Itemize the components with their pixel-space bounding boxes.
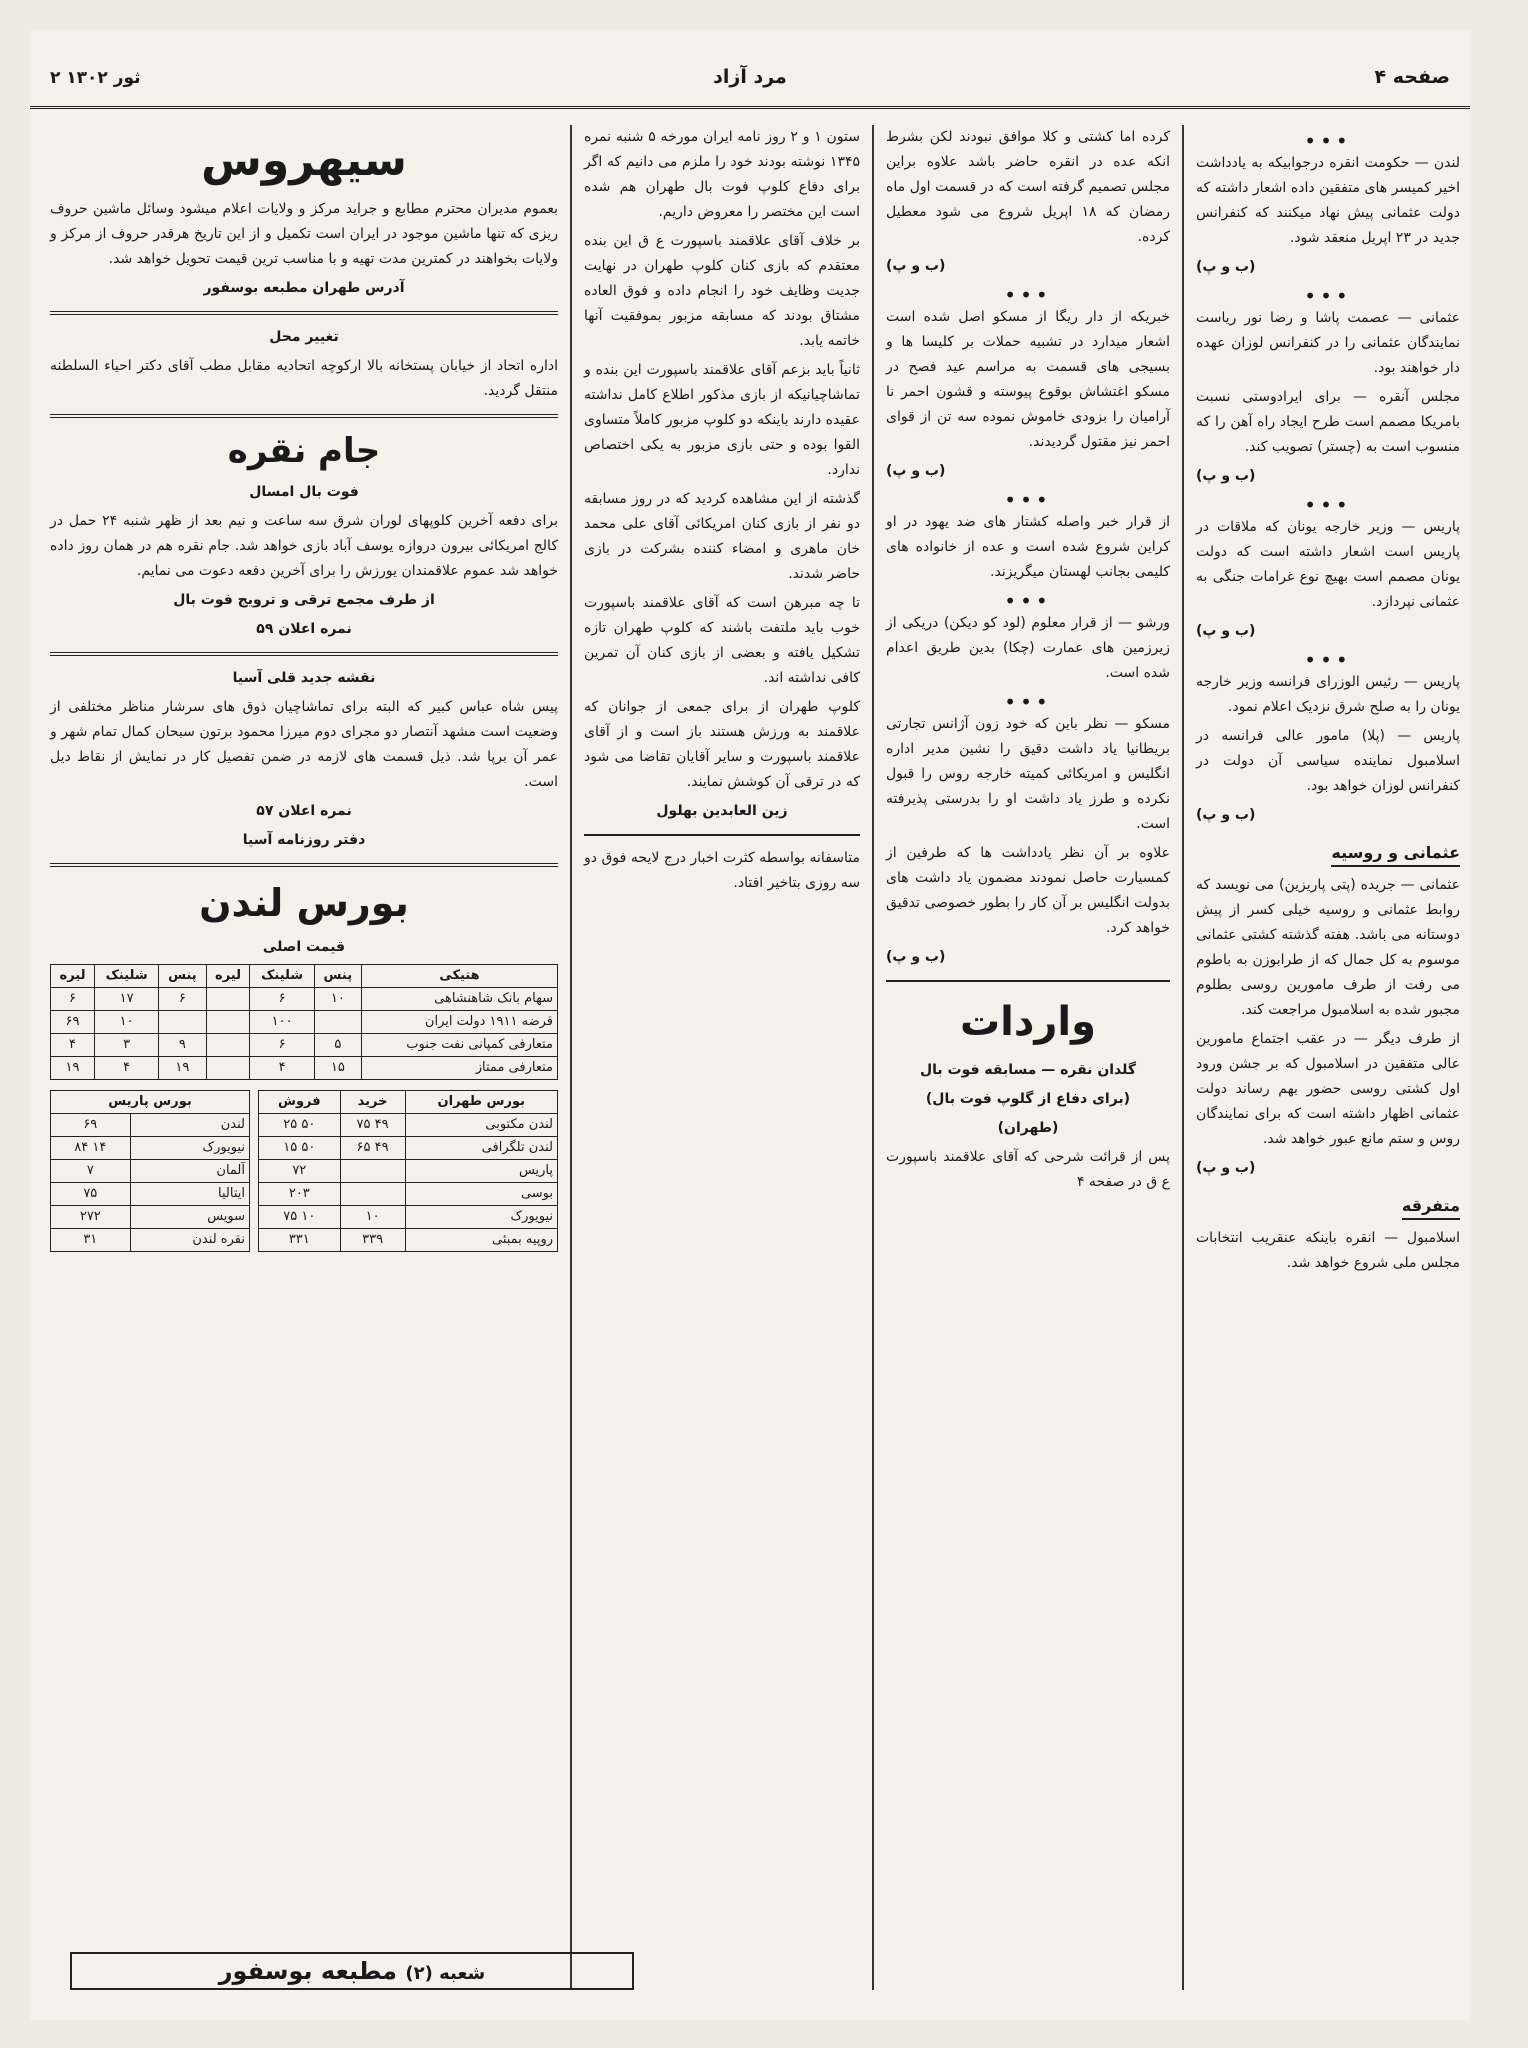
news-item: از طرف دیگر — در عقب اجتماع مامورین عالی متفقین در اسلامبول که بر جشن ورود اول کشتی روسی حضور بهم رساند دولت عثمانی اظهار داشته است که برای نمایندگان روس و ستم مانع عبور خواهد شد.	[1196, 1031, 1460, 1147]
ad-address: آدرس طهران مطبعه بوسفور	[203, 280, 405, 296]
masthead	[30, 50, 1470, 109]
bourse-london-table	[50, 964, 558, 1080]
ad-office: دفتر روزنامه آسیا	[242, 832, 366, 848]
table-row: ایتالیا ۷۵	[51, 1183, 250, 1206]
news-signature: (ب و پ)	[1196, 623, 1256, 639]
table-row: لندن تلگرافی ۴۹ ۶۵ ۵۰ ۱۵	[259, 1137, 558, 1160]
table-row: قرضه ۱۹۱۱ دولت ایران ۱۰۰ ۱۰ ۶۹	[51, 1011, 558, 1034]
issue-date: ۲ ثور ۱۳۰۲	[50, 68, 141, 88]
page-number: صفحه ۴	[1374, 66, 1450, 88]
bourse-tehran-table: بورس طهران خرید فروش لندن مکتوبی ۴۹ ۷۵ ۵۰ ۲۵ لندن تلگرافی ۴۹ ۶۵ ۵۰ ۱۵ پاریس ۷۲ بوسی ۲۰۳ نیویورک ۱۰ ۱۰ ۷۵ روپیه بمبئی ۳۳۹ ۳۳۱	[258, 1090, 558, 1252]
news-item: پاریس — رئیس الوزرای فرانسه وزیر خارجه یونان را به صلح شرق نزدیک اعلام نمود.	[1196, 674, 1460, 715]
news-item: ورشو — از قرار معلوم (لود کو دیکن) دریکی از زیرزمین های عمارت (چکا) بدین طریق اعدام شده است.	[886, 615, 1170, 681]
news-item: علاوه بر آن نظر یادداشت ها که طرفین از کمسیارت حاصل نمودند مضمون یاد داشت های بدولت انگلیس بر آن کار را بطور خصوصی تدقیق خواهد کرد.	[886, 845, 1170, 936]
footer-ad-title: مطبعه بوسفور	[218, 1957, 398, 1985]
news-item: عثمانی — عصمت پاشا و رضا نور ریاست نمایندگان عثمانی را در کنفرانس لوزان عهده دار خواهند بود.	[1196, 310, 1460, 376]
wardat-line: (برای دفاع از گلوپ فوت بال)	[925, 1091, 1131, 1107]
article-note: متاسفانه بواسطه کثرت اخبار درج لایحه فوق دو سه روزی بتاخیر افتاد.	[584, 850, 860, 891]
article-author: زین العابدین بهلول	[656, 803, 788, 819]
news-item: مجلس آنقره — برای ایرادوستی نسبت بامریکا مصمم است طرح ایجاد راه آهن را که منسوب است به (چستر) تصویب کند.	[1196, 389, 1460, 455]
table-row: سهام بانک شاهنشاهی ۱۰ ۶ ۶ ۱۷ ۶	[51, 988, 558, 1011]
table-row: سویس ۲۷۲	[51, 1206, 250, 1229]
news-signature: (ب و پ)	[1196, 1160, 1256, 1176]
table-row: بوسی ۲۰۳	[259, 1183, 558, 1206]
table-header-row: هتیکی پنس شلینک لیره پنس شلینک لیره	[51, 965, 558, 988]
news-item: اسلامبول — انقره باینکه عنقریب انتخابات مجلس ملی شروع خواهد شد.	[1196, 1230, 1460, 1271]
article-paragraph: تا چه مبرهن است که آقای علاقمند باسپورت خوب باید ملتفت باشند که کلوپ طهران تازه تشکیل یافته و بعضی از بازی کنان آن تمرین کافی نداشته اند.	[584, 595, 860, 686]
table-row: نقره لندن ۳۱	[51, 1229, 250, 1252]
table-row: لندن مکتوبی ۴۹ ۷۵ ۵۰ ۲۵	[259, 1114, 558, 1137]
news-signature: (ب و پ)	[1196, 468, 1256, 484]
article-paragraph: گذشته از این مشاهده کردید که در روز مسابقه دو نفر از بازی کنان امریکائی آقای علی محمد خان ماهری و امضاء کننده بشرکت در بازی حاضر شدند.	[584, 491, 860, 582]
table-row: پاریس ۷۲	[259, 1160, 558, 1183]
ad-title-small: تغییر محل	[269, 329, 339, 345]
column-sport-letter	[574, 125, 870, 2000]
news-signature: (ب و پ)	[1196, 259, 1256, 275]
bourse-paris-table: بورس پاریس لندن ۶۹ نیویورک ۱۴ ۸۴ آلمان ۷ ایتالیا ۷۵ سویس ۲۷۲ نقره لندن ۳۱	[50, 1090, 250, 1252]
wardat-line: گلدان نقره — مسابقه فوت بال	[919, 1062, 1137, 1078]
news-item: پاریس — (پلا) مامور عالی فرانسه در اسلامبول نماینده سیاسی آن دولت در کنفرانس لوزان خواهد بود.	[1196, 728, 1460, 794]
table-row: روپیه بمبئی ۳۳۹ ۳۳۱	[259, 1229, 558, 1252]
section-heading: متفرقه	[1402, 1193, 1460, 1220]
table-row: آلمان ۷	[51, 1160, 250, 1183]
news-item: پاریس — وزیر خارجه یونان که ملاقات در پاریس است اشعار داشته است که دولت یونان مصمم است بهیچ نوع غرامات جنگی به عثمانی نپردازد.	[1196, 519, 1460, 610]
section-heading: عثمانی و روسیه	[1331, 840, 1460, 867]
news-item: از قرار خبر واصله کشتار های ضد یهود در او کراین شروع شده است و عده از خانواده های کلیمی بجانب لهستان میگریزند.	[886, 514, 1170, 580]
table-row: نیویورک ۱۰ ۱۰ ۷۵	[259, 1206, 558, 1229]
column-news: ••• لندن — حکومت انقره درجوابیکه به یادداشت اخیر کمیسر های متفقین داده اشعار داشته که دولت عثمانی پیش نهاد میکنند که کنفرانس جدید در ۲۳ اپریل منعقد شود. (ب و پ) ••• عثمانی — عصمت پاشا و رضا نور ریاست نمایندگان عثمانی را در کنفرانس لوزان عهده دار خواهند بود. مجلس آنقره — برای ایرادوستی نسبت بامریکا مصمم است طرح ایجاد راه آهن را که منسوب است به (چستر) تصویب کند. (ب و پ) ••• پاریس — وزیر خارجه یونان که ملاقات در پاریس است اشعار داشته است که دولت یونان مصمم است بهیچ نوع غرامات جنگی به عثمانی نپردازد. (ب و پ) ••• پاریس — رئیس الوزرای فرانسه وزیر خارجه یونان را به صلح شرق نزدیک اعلام نمود. پاریس — (پلا) مامور عالی فرانسه در اسلامبول نماینده سیاسی آن دولت در کنفرانس لوزان خواهد بود. (ب و پ) عثمانی و روسیه عثمانی — جریده (پتی پاریزین) می نویسد که روابط عثمانی و روسیه خیلی کسر از پیش دوستانه می باشد. هفته گذشته کشتی عثمانی موسوم به کل جمال که از طرابوزن به باطوم می رفت از طرف مامورین روسی بطلوم مجبور شده به اسلامبول مراجعت کند. از طرف دیگر — در عقب اجتماع مامورین عالی متفقین در اسلامبول که بر جشن ورود اول کشتی روسی حضور بهم رساند دولت عثمانی اظهار داشته است که برای نمایندگان روس و ستم مانع عبور خواهد شد. (ب و پ) متفرقه اسلامبول — انقره باینکه عنقریب انتخابات مجلس ملی شروع خواهد شد.	[1186, 125, 1470, 2000]
news-signature: (ب و پ)	[1196, 807, 1256, 823]
wardat-title: واردات	[959, 999, 1097, 1045]
footer-advertisement	[70, 1952, 634, 1990]
news-signature: (ب و پ)	[886, 949, 946, 965]
ad-text: بعموم مدیران محترم مطابع و جراید مرکز و ولایات اعلام میشود وسائل ماشین حروف ریزی که تنها ماشین موجود در ایران است تکمیل و از این تاریخ هرقدر حروف از مرکز و ولایات بخواهند در کمترین مدت تهیه و با مناسب ترین قیمت تحویل خواهد شد.	[50, 201, 558, 267]
column-ads	[40, 125, 568, 1940]
ad-number: نمره اعلان ۵۹	[256, 621, 352, 637]
table-row: لندن ۶۹	[51, 1114, 250, 1137]
newspaper-title: مرد آزاد	[713, 66, 787, 88]
news-item: خبریکه از دار ریگا از مسکو اصل شده است اشعار میدارد در تشبیه حملات بر کلیسا ها و بسیجی های قسمت به مراسم عید فصح در مسکو اغتشاش بوقوع پیوسته و قشون احمر نا آرامیان را بزودی خاموش نموده سه تن از قوای احمر نیز مقتول گردیدند.	[886, 309, 1170, 450]
news-item: کرده اما کشتی و کلا موافق نبودند لکن بشرط انکه عده در انقره حاضر باشد علاوه براین مجلس تصمیم گرفته است که در قسمت اول ماه رمضان که ۱۸ اپریل شروع می شود معطیل کرده.	[886, 129, 1170, 245]
footer-ad-branch: شعبه (۲)	[405, 1963, 486, 1984]
column-separator	[570, 125, 572, 1990]
ad-title: سیهروس	[201, 135, 407, 186]
ad-subtitle: فوت بال امسال	[249, 484, 359, 500]
article-paragraph: کلوپ طهران از برای جمعی از جوانان که علاقمند به ورزش هستند باز است و از آقای علاقمند باسپورت و سایر آقایان تقاضا می شود که در ترقی آن کوشش نمایند.	[584, 699, 860, 790]
news-signature: (ب و پ)	[886, 258, 946, 274]
ad-text: پیس شاه عباس کبیر که البته برای تماشاچیان ذوق های سرشار مناظر مختلفی از وضعیت است مشهد آنتصار دو مجرای دوم میرزا محمود برتون سبحان کمال تمام شهر و عمر آن برپا شد. ذیل قسمت های لازمه در ضمن تفصیل کار در نمایش از نقاط دیل است.	[50, 699, 558, 790]
table-row: متعارفی کمپانی نفت جنوب ۵ ۶ ۹ ۳ ۴	[51, 1034, 558, 1057]
ad-number: نمره اعلان ۵۷	[256, 803, 352, 819]
column-separator	[872, 125, 874, 1990]
wardat-line: (طهران)	[997, 1120, 1059, 1136]
article-paragraph: ثانیاً باید بزعم آقای علاقمند باسپورت این بنده و تماشاچیانیکه از بازی مذکور اطلاع کامل نداشته عقیده دارند باینکه دو کلوپ مزبور کاملاً متساوی القوا بوده و حتی بازی مزبور به یکی اختصاص ندارد.	[584, 362, 860, 478]
news-item: لندن — حکومت انقره درجوابیکه به یادداشت اخیر کمیسر های متفقین داده اشعار داشته که دولت عثمانی پیش نهاد میکنند که کنفرانس جدید در ۲۳ اپریل منعقد شود.	[1196, 155, 1460, 246]
news-signature: (ب و پ)	[886, 463, 946, 479]
newspaper-page	[30, 30, 1470, 2020]
article-paragraph: بر خلاف آقای علاقمند باسپورت ع ق این بنده معتقدم که بازی کنان کلوپ طهران در نهایت جدیت وظایف خود را انجام داده و فوق العاده مشتاق بودند که مسابقه مزبور بموفقیت آنها خاتمه یابد.	[584, 233, 860, 349]
ad-title: جام نقره	[227, 431, 381, 471]
news-item: مسکو — نظر باین که خود زون آژانس تجارتی بریطانیا یاد داشت دقیق را نشین مدیر اداره انگلیس و امریکائی کمیته خارجه روس را قبول نکرده و طرز یاد داشت او را بدرستی پذیرفته است.	[886, 716, 1170, 832]
news-item: عثمانی — جریده (پتی پاریزین) می نویسد که روابط عثمانی و روسیه خیلی کسر از پیش دوستانه می باشد. هفته گذشته کشتی عثمانی موسوم به کل جمال که از طرابوزن به باطوم می رفت از طرف مامورین روسی بطلوم مجبور شده به اسلامبول مراجعت کند.	[1196, 877, 1460, 1018]
ad-text: اداره اتحاد از خیابان پستخانه بالا ارکوچه اتحادیه مقابل مطب آقای دکتر احیاء السلطنه منتقل گردید.	[50, 358, 558, 399]
bourse-subtitle: قیمت اصلی	[262, 939, 346, 955]
bourse-title: بورس لندن	[199, 881, 409, 925]
table-row: متعارفی ممتاز ۱۵ ۴ ۱۹ ۴ ۱۹	[51, 1057, 558, 1080]
ad-text: برای دفعه آخرین کلوپهای لوران شرق سه ساعت و نیم بعد از ظهر شنبه ۲۴ حمل در کالج امریکائی بیرون دروازه یوسف آباد بازی خواهد شد. جام نقره هم در همان روز داده خواهد شد عموم علاقمندان یورزش را برای آخرین دفعه دعوت می نمایم.	[50, 513, 558, 579]
bourse-bottom	[50, 1090, 558, 1252]
article-paragraph: ستون ۱ و ۲ روز نامه ایران مورخه ۵ شنبه نمره ۱۳۴۵ نوشته بودند خود را ملزم می دانیم که اگر برای دفاع کلوپ فوت بال طهران هم شده است این مختصر را معروض داریم.	[584, 129, 860, 220]
wardat-text: پس از قرائت شرحی که آقای علاقمند باسپورت ع ق در صفحه ۴	[886, 1149, 1170, 1190]
column-separator	[1182, 125, 1184, 1990]
ad-title-small: نقشه جدید قلی آسیا	[232, 670, 376, 686]
ad-from: از طرف مجمع ترقی و ترویج فوت بال	[173, 592, 435, 608]
column-news-2: کرده اما کشتی و کلا موافق نبودند لکن بشرط انکه عده در انقره حاضر باشد علاوه براین مجلس تصمیم گرفته است که در قسمت اول ماه رمضان که ۱۸ اپریل شروع می شود معطیل کرده. (ب و پ) ••• خبریکه از دار ریگا از مسکو اصل شده است اشعار میدارد در تشبیه حملات بر کلیسا ها و بسیجی های قسمت به مراسم عید فصح در مسکو اغتشاش بوقوع پیوسته و قشون احمر نا آرامیان را بزودی خاموش نموده سه تن از قوای احمر نیز مقتول گردیدند. (ب و پ) ••• از قرار خبر واصله کشتار های ضد یهود در او کراین شروع شده است و عده از خانواده های کلیمی بجانب لهستان میگریزند. ••• ورشو — از قرار معلوم (لود کو دیکن) دریکی از زیرزمین های عمارت (چکا) بدین طریق اعدام شده است. ••• مسکو — نظر باین که خود زون آژانس تجارتی بریطانیا یاد داشت دقیق را نشین مدیر اداره انگلیس و امریکائی کمیته خارجه روس را قبول نکرده و طرز یاد داشت او را بدرستی پذیرفته است. علاوه بر آن نظر یادداشت ها که طرفین از کمسیارت حاصل نمودند مضمون یاد داشت های بدولت انگلیس بر آن کار را بطور خصوصی تدقیق خواهد کرد. (ب و پ) واردات گلدان نقره — مسابقه فوت بال (برای دفاع از گلوپ فوت بال) (طهران) پس از قرائت شرحی که آقای علاقمند باسپورت ع ق در صفحه ۴	[876, 125, 1180, 2000]
table-row: نیویورک ۱۴ ۸۴	[51, 1137, 250, 1160]
